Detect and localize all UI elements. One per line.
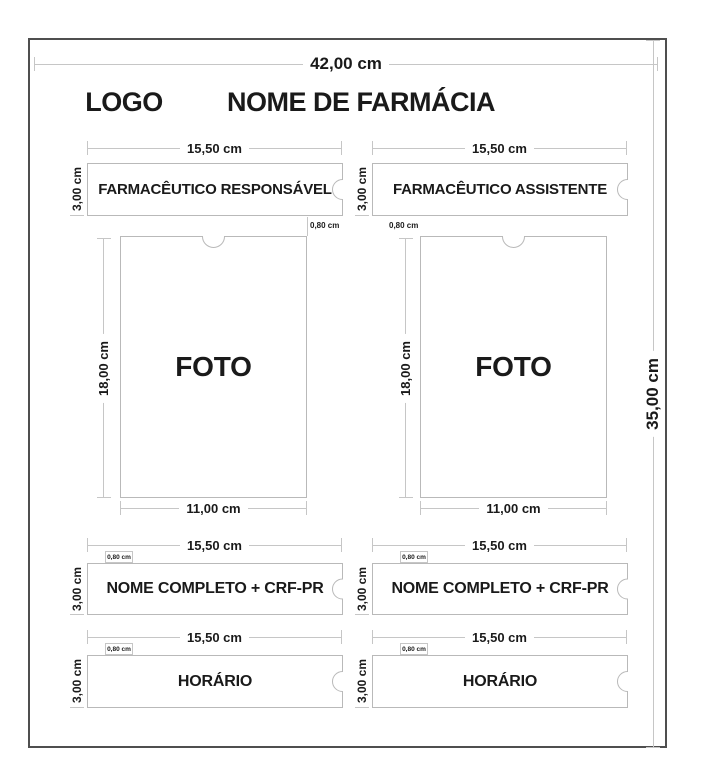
dim-label: 3,00 cm — [70, 160, 84, 218]
left-photo-label: FOTO — [175, 351, 252, 382]
dim-total-height-label: 35,00 cm — [643, 351, 663, 437]
right-schedule-label: HORÁRIO — [462, 672, 538, 690]
left-notch-offset-tick — [307, 217, 308, 236]
dim-label: 0,80 cm — [402, 553, 426, 561]
right-name-label: NOME COMPLETO + CRF-PR — [391, 580, 609, 597]
left-header-plate — [87, 163, 343, 216]
dim-label: 15,50 cm — [465, 630, 534, 645]
logo-title: LOGO — [85, 87, 163, 117]
dim-label: 3,00 cm — [355, 160, 369, 218]
dim-label: 3,00 cm — [355, 560, 369, 618]
dim-label: 18,00 cm — [96, 334, 111, 403]
dim-label: 15,50 cm — [180, 141, 249, 156]
left-name-label: NOME COMPLETO + CRF-PR — [106, 580, 324, 597]
dim-label: 11,00 cm — [179, 501, 247, 516]
left-header-label: FARMACÊUTICO RESPONSÁVEL — [98, 181, 332, 198]
right-photo-width-dim — [420, 500, 607, 516]
right-header-label: FARMACÊUTICO ASSISTENTE — [392, 181, 608, 198]
dim-label: 0,80 cm — [107, 553, 131, 561]
dim-total-width-label: 42,00 cm — [303, 54, 389, 74]
dim-label: 0,80 cm — [107, 645, 131, 653]
left-schedule-label: HORÁRIO — [177, 672, 253, 690]
dim-total-width — [34, 56, 658, 72]
right-photo-height-dim — [393, 238, 418, 498]
left-name-notch-offset — [105, 551, 133, 563]
left-photo-pocket — [120, 236, 307, 498]
dim-label: 3,00 cm — [70, 652, 84, 710]
left-photo-height-dim — [91, 238, 116, 498]
right-notch-offset-label: 0,80 cm — [389, 221, 419, 230]
right-schedule-plate — [372, 655, 628, 708]
dim-total-height — [644, 40, 662, 748]
left-header-width-dim — [87, 140, 342, 156]
dim-label: 15,50 cm — [180, 538, 249, 553]
dim-label: 11,00 cm — [479, 501, 547, 516]
right-photo-pocket — [420, 236, 607, 498]
dim-label: 3,00 cm — [70, 560, 84, 618]
right-header-width-dim — [372, 140, 627, 156]
dim-label: 15,50 cm — [180, 630, 249, 645]
dim-label: 3,00 cm — [355, 652, 369, 710]
left-schedule-plate — [87, 655, 343, 708]
right-photo-label: FOTO — [475, 351, 552, 382]
dim-label: 0,80 cm — [402, 645, 426, 653]
left-schedule-notch-offset — [105, 643, 133, 655]
right-header-plate — [372, 163, 628, 216]
dim-label: 15,50 cm — [465, 538, 534, 553]
right-name-plate — [372, 563, 628, 615]
dim-label: 18,00 cm — [398, 334, 413, 403]
left-name-plate — [87, 563, 343, 615]
left-photo-width-dim — [120, 500, 307, 516]
dim-label: 15,50 cm — [465, 141, 534, 156]
pharmacy-name-title: NOME DE FARMÁCIA — [227, 87, 495, 117]
right-schedule-notch-offset — [400, 643, 428, 655]
left-notch-offset-label: 0,80 cm — [310, 221, 340, 230]
right-name-notch-offset — [400, 551, 428, 563]
